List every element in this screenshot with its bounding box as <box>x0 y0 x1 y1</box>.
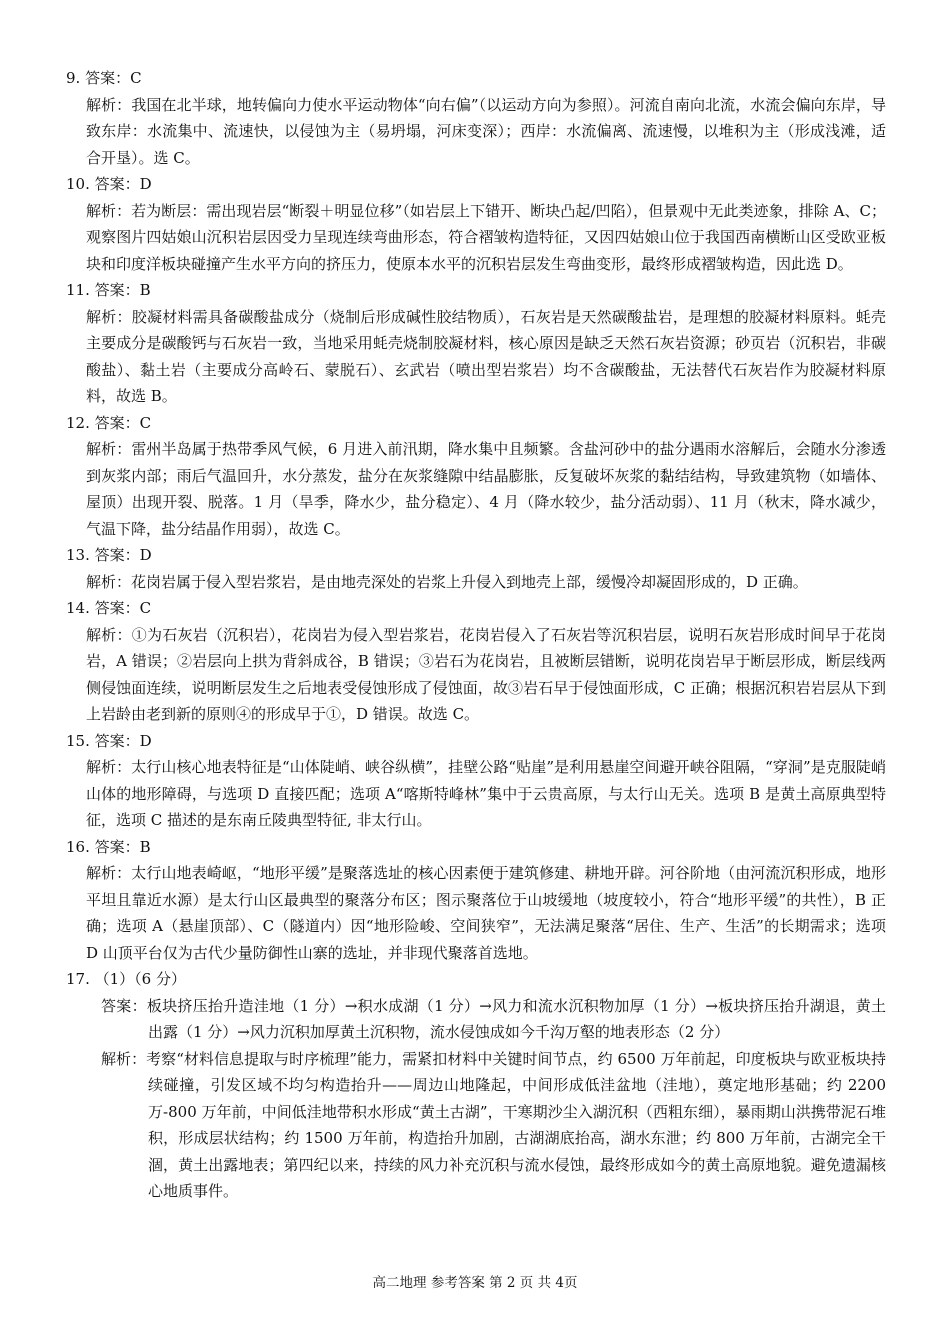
explanation-text: 解析：雷州半岛属于热带季风气候，6 月进入前汛期，降水集中且频繁。含盐河砂中的盐分遇雨水溶解后，会随水分渗透到灰浆内部；雨后气温回升，水分蒸发，盐分在灰浆缝隙中结晶膨胀，反复破坏灰浆的黏结结构，导致建筑物（如墙体、屋顶）出现开裂、脱落。1 月（旱季，降水少，盐分稳定）、4 月（降水较少，盐分活动弱）、11 月（秋末，降水减少，气温下降，盐分结晶作用弱），故选 C。 <box>86 440 886 538</box>
answer-item-13 <box>66 542 886 595</box>
answer-line: 15. 答案：D <box>66 731 152 750</box>
page-footer: 高二地理 参考答案 第 2 页 共 4页 <box>372 1275 578 1291</box>
answer-item-11 <box>66 277 886 410</box>
answer-item-14 <box>66 595 886 728</box>
answer-item-15 <box>66 728 886 834</box>
answer-line: 14. 答案：C <box>66 599 152 617</box>
answer-item-12 <box>66 410 886 543</box>
answer-item-17 <box>66 966 886 1205</box>
answer-line: 13. 答案：D <box>66 546 152 564</box>
answer-item-10 <box>66 171 886 277</box>
answer-line: 12. 答案：C <box>66 413 152 432</box>
explanation-text: 解析：胶凝材料需具备碳酸盐成分（烧制后形成碱性胶结物质），石灰岩是天然碳酸盐岩，是理想的胶凝材料原料。蚝壳主要成分是碳酸钙与石灰岩一致，当地采用蚝壳烧制胶凝材料，核心原因是缺乏天然石灰岩资源；砂页岩（沉积岩，非碳酸盐）、黏土岩（主要成分高岭石、蒙脱石）、玄武岩（喷出型岩浆岩）均不含碳酸盐，无法替代石灰岩作为胶凝材料原料，故选 B。 <box>86 307 886 405</box>
answer-item-16 <box>66 834 886 967</box>
explanation-text: 解析：花岗岩属于侵入型岩浆岩，是由地壳深处的岩浆上升侵入到地壳上部，缓慢冷却凝固形成的，D 正确。 <box>86 572 808 591</box>
answer-item-9 <box>66 65 886 171</box>
explanation-text: 解析：①为石灰岩（沉积岩），花岗岩为侵入型岩浆岩，花岗岩侵入了石灰岩等沉积岩层，说明石灰岩形成时间早于花岗岩，A 错误；②岩层向上拱为背斜成谷，B 错误；③岩石为花岗岩，且被断层错断，说明花岗岩早于断层形成，断层线两侧侵蚀面连续，说明断层发生之后地表受侵蚀形成了侵蚀面，故③岩石早于侵蚀面形成，C 正确；根据沉积岩岩层从下到上岩龄由老到新的原则④的形成早于①，D 错误。故选 C。 <box>86 625 886 723</box>
answer-line: 11. 答案：B <box>66 281 151 299</box>
question-17-answer: 答案：板块挤压抬升造洼地（1 分）→积水成湖（1 分）→风力和流水沉积物加厚（1 分）→板块挤压抬升湖退，黄土出露（1 分）→风力沉积加厚黄土沉积物，流水侵蚀成如今千沟万壑的地表形态（2 分） <box>101 996 886 1041</box>
answer-line: 9. 答案：C <box>66 69 142 87</box>
answer-list <box>66 65 886 1205</box>
explanation-text: 解析：太行山地表崎岖，“地形平缓”是聚落选址的核心因素便于建筑修建、耕地开辟。河谷阶地（由河流沉积形成，地形平坦且靠近水源）是太行山区最典型的聚落分布区；图示聚落位于山坡缓地（坡度较小，符合“地形平缓”的共性），B 正确；选项 A（悬崖顶部）、C（隧道内）因“地形险峻、空间狭窄”，无法满足聚落“居住、生产、生活”的长期需求；选项 D 山顶平台仅为古代少量防御性山寨的选址，并非现代聚落首选地。 <box>86 864 886 962</box>
question-17-explanation: 解析：考察“材料信息提取与时序梳理”能力，需紧扣材料中关键时间节点，约 6500 万年前起，印度板块与欧亚板块持续碰撞，引发区域不均匀构造抬升——周边山地隆起，中间形成低洼盆地（洼地），奠定地形基础；约 2200 万-800 万年前，中间低洼地带积水形成“黄土古湖”，干寒期沙尘入湖沉积（西粗东细），暴雨期山洪携带泥石堆积，形成层状结构；约 1500 万年前，构造抬升加剧，古湖湖底抬高，湖水东泄；约 800 万年前，古湖完全干涸，黄土出露地表；第四纪以来，持续的风力补充沉积与流水侵蚀，最终形成如今的黄土高原地貌。避免遗漏核心地质事件。 <box>101 1049 886 1200</box>
explanation-text: 解析：我国在北半球，地转偏向力使水平运动物体“向右偏”（以运动方向为参照）。河流自南向北流，水流会偏向东岸，导致东岸：水流集中、流速快，以侵蚀为主（易坍塌，河床变深）；西岸：水流偏离、流速慢，以堆积为主（形成浅滩，适合开垦）。选 C。 <box>86 95 886 167</box>
question-17-heading: 17. （1）（6 分） <box>66 970 186 988</box>
explanation-text: 解析：太行山核心地表特征是“山体陡峭、峡谷纵横”，挂壁公路“贴崖”是利用悬崖空间避开峡谷阻隔，“穿洞”是克服陡峭山体的地形障碍，与选项 D 直接匹配；选项 A“喀斯特峰林”集中于云贵高原，与太行山无关。选项 B 是黄土高原典型特征，选项 C 描述的是东南丘陵典型特征, 非太行山。 <box>86 758 886 829</box>
explanation-text: 解析：若为断层：需出现岩层“断裂＋明显位移”（如岩层上下错开、断块凸起/凹陷），但景观中无此类迹象，排除 A、C；观察图片四姑娘山沉积岩层因受力呈现连续弯曲形态，符合褶皱构造特征，又因四姑娘山位于我国西南横断山区受欧亚板块和印度洋板块碰撞产生水平方向的挤压力，使原本水平的沉积岩层发生弯曲变形，最终形成褶皱构造，因此选 D。 <box>86 201 886 273</box>
answer-line: 16. 答案：B <box>66 837 151 856</box>
answer-line: 10. 答案：D <box>66 175 152 193</box>
